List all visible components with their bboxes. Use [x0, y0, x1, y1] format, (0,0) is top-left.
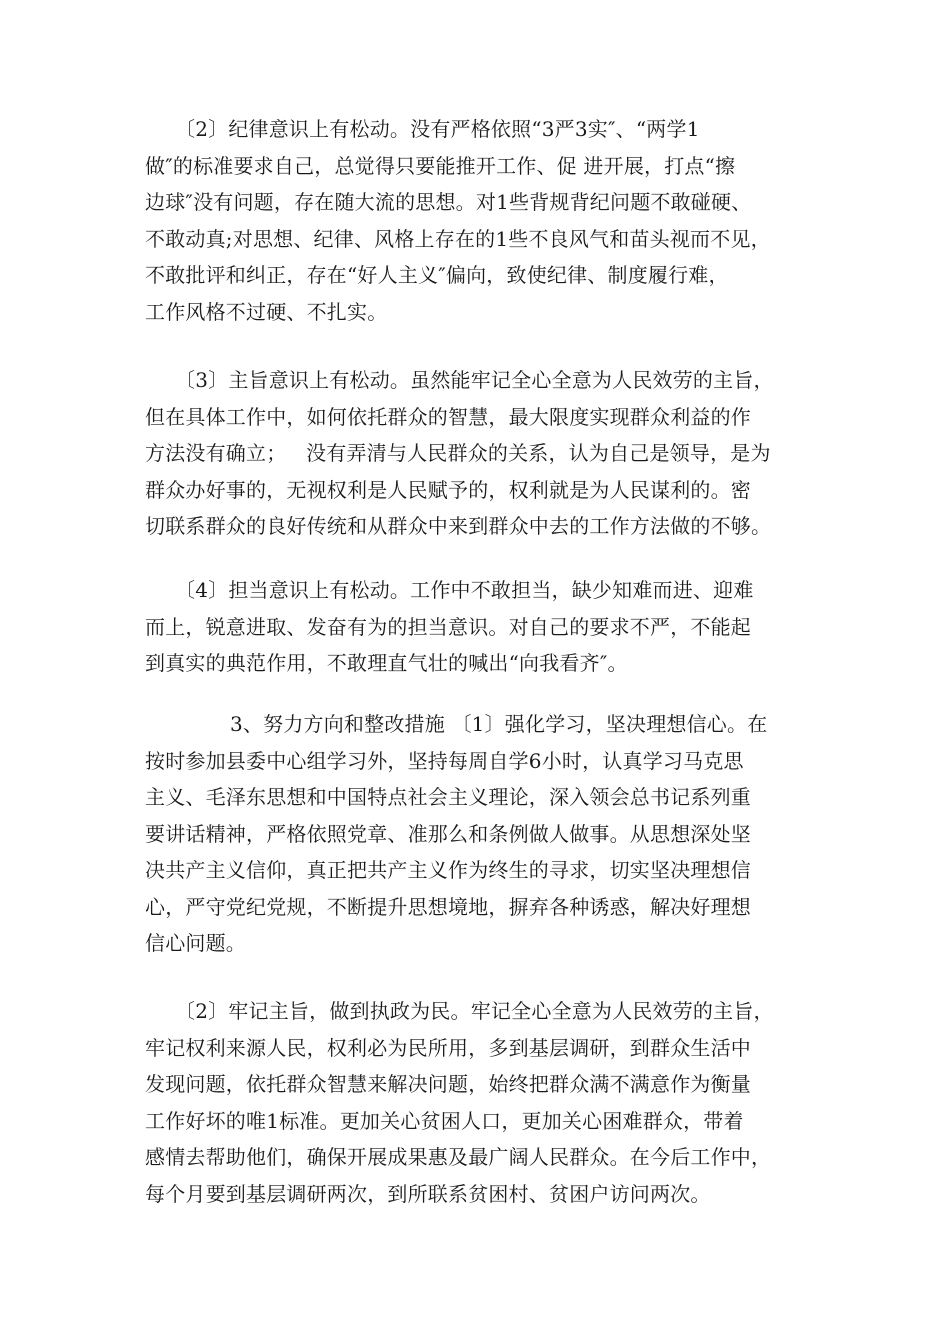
text-line: 切联系群众的良好传统和从群众中来到群众中去的工作方法做的不够。: [145, 514, 772, 538]
text-line: 要讲话精神，严格依照党章、准那么和条例做人做事。从思想深处坚: [145, 821, 751, 846]
text-line: 按时参加县委中心组学习外，坚持每周自学6小时，认真学习马克思: [145, 748, 744, 773]
text-line: 做″的标准要求自己，总觉得只要能推开工作、促 进开展，打点“擦: [145, 153, 736, 178]
text-line: 每个月要到基层调研两次，到所联系贫困村、贫困户访问两次。: [145, 1181, 711, 1206]
text-line: 发现问题，依托群众智慧来解决问题，始终把群众满不满意作为衡量: [145, 1072, 751, 1096]
text-line: 牢记权利来源人民，权利必为民所用，多到基层调研，到群众生活中: [145, 1035, 751, 1060]
text-line: 不敢动真;对思想、纪律、风格上存在的1些不良风气和苗头视而不见，: [145, 226, 771, 251]
text-line: 〔2〕纪律意识上有松动。没有严格依照“3严3实″、“两学1: [175, 117, 700, 141]
text-line: 而上，锐意进取、发奋有为的担当意识。对自己的要求不严，不能起: [145, 614, 751, 639]
text-line: 边球″没有问题，存在随大流的思想。对1些背规背纪问题不敢碰硬、: [145, 190, 752, 214]
text-line: 方法没有确立； 没有弄清与人民群众的关系，认为自己是领导，是为: [145, 441, 771, 465]
paragraph-responsibility: [145, 572, 825, 682]
text-line: 〔4〕担当意识上有松动。工作中不敢担当，缺少知难而进、迎难: [175, 578, 754, 602]
text-line: 感情去帮助他们，确保开展成果惠及最广阔人民群众。在今后工作中，: [145, 1145, 772, 1169]
paragraph-discipline: [145, 111, 825, 330]
paragraph-measures: [145, 706, 825, 962]
text-line: 但在具体工作中，如何依托群众的智慧，最大限度实现群众利益的作: [145, 404, 751, 429]
text-line: 群众办好事的，无视权利是人民赋予的，权利就是为人民谋利的。密: [145, 477, 751, 502]
text-line: 主义、毛泽东思想和中国特点社会主义理论，深入领会总书记系列重: [145, 785, 751, 809]
paragraph-purpose: [145, 362, 825, 545]
text-line: 决共产主义信仰，真正把共产主义作为终生的寻求，切实坚决理想信: [145, 858, 751, 882]
text-line: 3、努力方向和整改措施 〔1〕强化学习，坚决理想信心。在: [230, 712, 768, 736]
text-line: 到真实的典范作用，不敢理直气壮的喊出“向我看齐″。: [145, 651, 628, 675]
text-line: 不敢批评和纠正，存在“好人主义″偏向，致使纪律、制度履行难，: [145, 263, 729, 287]
text-line: 心，严守党纪党规，不断提升思想境地，摒弃各种诱惑，解决好理想: [145, 894, 751, 919]
text-line: 工作好坏的唯1标准。更加关心贫困人口，更加关心困难群众，带着: [145, 1108, 744, 1133]
paragraph-serve-people: [145, 993, 825, 1212]
text-line: 工作风格不过硬、不扎实。: [145, 299, 388, 324]
text-line: 〔3〕主旨意识上有松动。虽然能牢记全心全意为人民效劳的主旨，: [175, 368, 774, 392]
text-line: 信心问题。: [145, 931, 246, 955]
text-line: 〔2〕牢记主旨，做到执政为民。牢记全心全意为人民效劳的主旨，: [175, 999, 774, 1023]
